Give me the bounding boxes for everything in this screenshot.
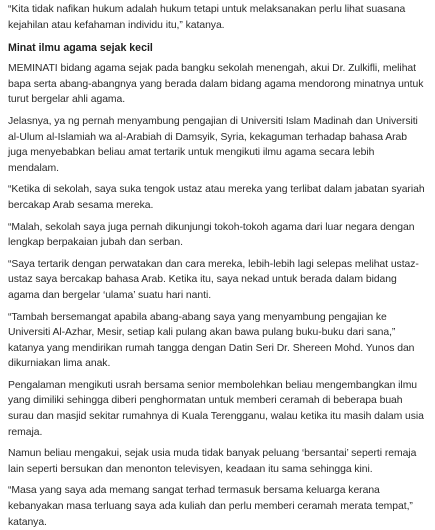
- article-paragraph-3: “Ketika di sekolah, saya suka tengok ustaz atau mereka yang terlibat dalam jabatan syariah bercakap Arab sesama mereka.: [8, 184, 425, 211]
- article-paragraph-5: “Saya tertarik dengan perwatakan dan cara mereka, lebih-lebih lagi selepas melihat ustaz-ustaz saya bercakap bahasa Arab. Ketika itu, saya nekad untuk berada dalam bidang agama dan bergelar ‘ulama’ suatu hari nanti.: [8, 258, 419, 301]
- article-paragraph-6: “Tambah bersemangat apabila abang-abang saya yang menyambung pengajian ke Universiti Al-Azhar, Mesir, setiap kali pulang akan bawa pulang buku-buku dari sana,” katanya yang mendirikan rumah tangga dengan Datin Seri Dr. Shereen Mohd. Yunos dan dikurniakan lima anak.: [8, 311, 415, 370]
- article-paragraph-1: MEMINATI bidang agama sejak pada bangku sekolah menengah, akui Dr. Zulkifli, melihat bapa serta abang-abangnya yang berada dalam bidang agama mendorong minatnya untuk turut bergelar ahli agama.: [8, 63, 424, 106]
- intro-quote-paragraph: “Kita tidak nafikan hukum adalah hukum tetapi untuk melaksanakan perlu lihat suasana kejahilan atau kefahaman individu itu,” katanya.: [8, 4, 406, 31]
- article-paragraph-8: Namun beliau mengakui, sejak usia muda tidak banyak peluang ‘bersantai’ seperti remaja lain seperti bersukan dan menonton televisyen, keadaan itu sama sehingga kini.: [8, 448, 417, 475]
- section-subheading: Minat ilmu agama sejak kecil: [8, 42, 153, 55]
- article-paragraph-7: Pengalaman mengikuti usrah bersama senior membolehkan beliau mengembangkan ilmu yang dimiliki sehingga diberi penghormatan untuk memberi ceramah di beberapa buah surau dan masjid sekitar rumahnya di Kuala Terengganu, walau ketika itu masih dalam usia remaja.: [8, 379, 424, 438]
- article-paragraph-9: “Masa yang saya ada memang sangat terhad termasuk bersama keluarga kerana kebanyakan masa terluang saya ada kuliah dan perlu memberi ceramah merata tempat,” katanya.: [8, 485, 413, 528]
- article-paragraph-4: “Malah, sekolah saya juga pernah dikunjungi tokoh-tokoh agama dari luar negara dengan lengkap berpakaian jubah dan serban.: [8, 221, 415, 249]
- article-paragraph-2: Jelasnya, ya ng pernah menyambung pengajian di Universiti Islam Madinah dan Universiti al-Ulum al-Islamiah wa al-Arabiah di Damsyik, Syria, kekaguman terhadap bahasa Arab juga menyebabkan beliau amat tertarik untuk mengikuti ilmu agama secara lebih mendalam.: [8, 115, 418, 174]
